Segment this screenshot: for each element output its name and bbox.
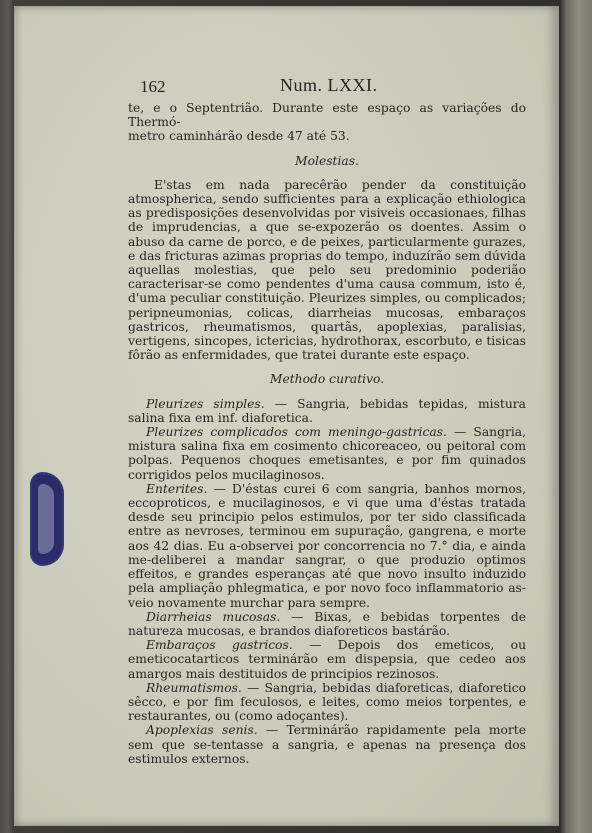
treatment-text: — Sangria, bebidas tepidas, mistura salina fixa em inf. diaforetica. (128, 396, 526, 425)
treatment-entry (128, 610, 526, 638)
treatment-text: — D'éstas curei 6 com sangria, banhos mornos, eccoproticos, e mucilaginosos, e vi que uma d'éstas tratada desde seu principio pelos estimulos, por ter sido classificada entre as nevroses, terminou em supuração, gangrena, e morte aos 42 dias. Eu a-observei por concorrencia no 7.° dia, e ainda me-deliberei a mandar sangrar, o que produzio optimos effeitos, e grandes esperanças até que novo insulto induzido pela ampliação phlegmatica, e por novo foco inflammatorio as-veio novamente murchar para sempre. (128, 481, 526, 610)
treatment-text: — Bixas, e bebidas torpentes de natureza mucosas, e brandos diaforeticos bastárão. (128, 609, 526, 638)
treatment-entry (128, 425, 526, 482)
treatment-entry (128, 638, 526, 681)
treatment-term: Embaraços gastricos. (146, 638, 293, 653)
library-stamp-inner (38, 484, 54, 554)
issue-title: Num. LXXI. (280, 75, 378, 95)
intro-line-2: metro caminhárão desde 47 até 53. (128, 129, 350, 144)
section-heading-methodo: Methodo curativo. (269, 372, 385, 387)
treatment-term: Rheumatismos. (146, 680, 242, 695)
treatment-term: Pleurizes simples. (146, 396, 265, 411)
section-heading-molestias: Molestias. (295, 153, 359, 168)
treatment-entry (128, 681, 526, 724)
treatment-text: — Terminárão rapidamente pela morte sem que se-tentasse a sangria, e apenas na presença dos estimulos externos. (128, 723, 526, 766)
page-header (128, 76, 526, 98)
treatment-term: Apoplexias senis. (146, 723, 258, 738)
treatment-entry (128, 397, 526, 425)
treatment-term: Diarrheias mucosas. (146, 609, 281, 624)
treatment-entry (128, 723, 526, 766)
treatment-text: — Sangria, bebidas diaforeticas, diaforetico sêcco, e por fim feculosos, e leites, como meios torpentes, e restaurantes, ou (como adoçantes). (128, 680, 526, 724)
intro-line-1: te, e o Septentrião. Durante este espaço as variações do Thermó- (128, 101, 526, 130)
treatment-entries (128, 397, 526, 766)
library-stamp (32, 474, 62, 564)
treatment-entry (128, 482, 526, 610)
facing-page-edge (560, 0, 592, 833)
treatment-text: — Depois dos emeticos, ou emeticocatarticos terminárão em dispepsia, que cedeo aos amargos mais destituidos de principios rezinosos. (128, 638, 526, 681)
molestias-paragraph: E'stas em nada parecêrão pender da constituição atmospherica, sendo sufficientes para a explicação ethiologica as predisposições desenvolvidas por visiveis occasionaes, filhas de imprudencias, a que se-expozerão os doentes. Assim o abuso da carne de porco, e de peixes, particularmente gurazes, e das fricturas azimas proprias do tempo, induzírão sem dúvida aquellas molestias, que pelo seu predominio poderião caracterisar-se como pendentes d'uma causa commum, isto é, d'uma peculiar constituição. Pleurizes simples, ou complicados; peripneumonias, colicas, diarrheias mucosas, embaraços gastricos, rheumatismos, quartãs, apoplexias, paralisias, vertigens, sincopes, ictericias, hydrothorax, escorbuto, e tisicas fôrão as enfermidades, que tratei durante este espaço. (128, 177, 526, 363)
page-text (128, 76, 526, 766)
treatment-term: Pleurizes complicados com meningo-gastricas. (146, 425, 447, 440)
page-number: 162 (140, 77, 166, 96)
treatment-text: — Sangria, mistura salina fixa em cosimento chicoreaceo, ou peitoral com polpas. Pequenos choques emetisantes, e por fim quinados corrigidos pelos mucilaginosos. (128, 425, 526, 482)
treatment-term: Enterites. (146, 481, 208, 496)
